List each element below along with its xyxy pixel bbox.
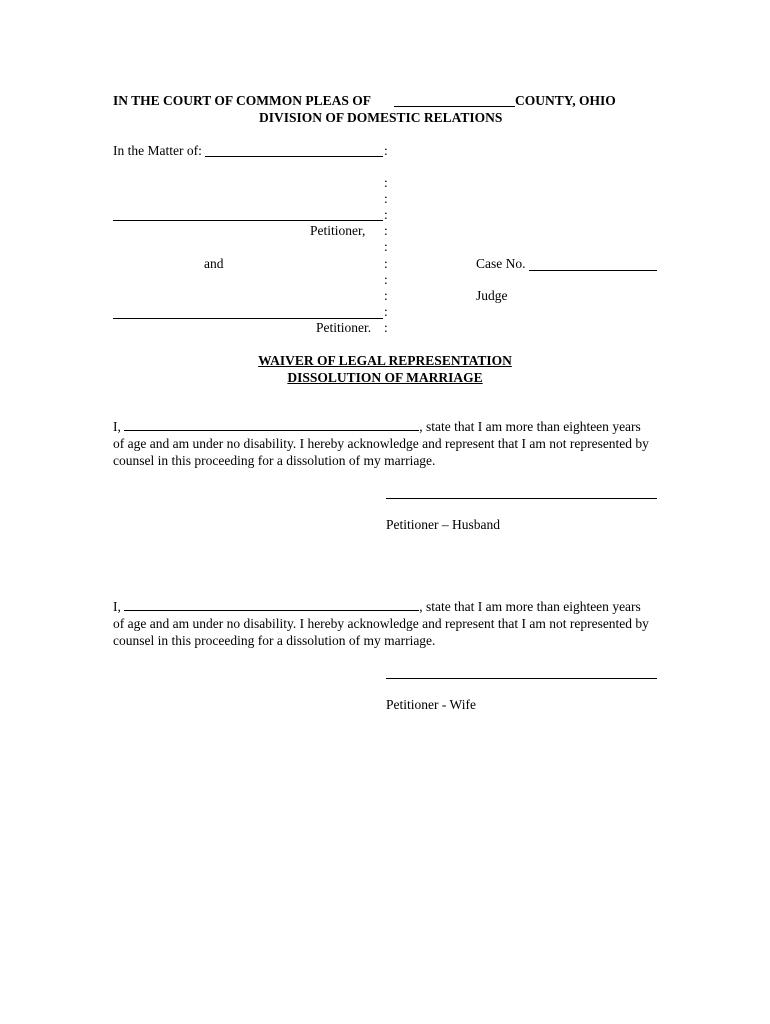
caption-colon: : [384, 256, 388, 271]
matter-blank[interactable] [205, 156, 383, 157]
caption-colon: : [384, 175, 388, 190]
caption-colon: : [384, 288, 388, 303]
wife-name-blank[interactable] [124, 598, 419, 611]
document-title-line2 [0, 370, 770, 386]
husband-signature-label: Petitioner – Husband [386, 517, 500, 532]
caption-colon: : [384, 191, 388, 206]
title-line1-text: WAIVER OF LEGAL REPRESENTATION [258, 353, 512, 368]
judge-label: Judge [476, 288, 508, 303]
caption-colon: : [384, 143, 388, 158]
caption-colon: : [384, 239, 388, 254]
petitioner-1-name-blank[interactable] [113, 220, 383, 221]
wife-statement [113, 598, 653, 649]
county-blank[interactable] [394, 106, 515, 107]
caption-colon: : [384, 207, 388, 222]
document-title-line1 [0, 353, 770, 369]
caption-colon: : [384, 304, 388, 319]
wife-i-prefix: I, [113, 599, 121, 614]
wife-statement-tail: , state that I am more than eighteen [419, 599, 609, 614]
caption-colon: : [384, 272, 388, 287]
husband-name-blank[interactable] [124, 418, 419, 431]
husband-statement-rest: years of age and am under no disability. I hereby acknowledge and represent that I am not represented by counsel in this proceeding for a dissolution of my marriage. [113, 419, 649, 468]
division-heading: DIVISION OF DOMESTIC RELATIONS [259, 110, 503, 125]
and-label: and [204, 256, 224, 271]
caption-colon: : [384, 320, 388, 335]
husband-statement [113, 418, 653, 469]
petitioner-1-label: Petitioner, [310, 223, 366, 238]
court-heading-prefix: IN THE COURT OF COMMON PLEAS OF [113, 93, 372, 108]
case-no-label: Case No. [476, 256, 526, 271]
wife-signature-label: Petitioner - Wife [386, 697, 476, 712]
court-heading-suffix: COUNTY, OHIO [515, 93, 616, 108]
wife-statement-rest: years of age and am under no disability. I hereby acknowledge and represent that I am not represented by counsel in this proceeding for a dissolution of my marriage. [113, 599, 649, 648]
husband-i-prefix: I, [113, 419, 121, 434]
wife-signature-line[interactable] [386, 678, 657, 679]
husband-statement-tail: , state that I am more than eighteen [419, 419, 609, 434]
case-no-blank[interactable] [529, 270, 657, 271]
matter-label: In the Matter of: [113, 143, 202, 158]
title-line2-text: DISSOLUTION OF MARRIAGE [287, 370, 483, 385]
husband-signature-line[interactable] [386, 498, 657, 499]
caption-colon: : [384, 223, 388, 238]
petitioner-2-name-blank[interactable] [113, 318, 383, 319]
petitioner-2-label: Petitioner. [316, 320, 372, 335]
